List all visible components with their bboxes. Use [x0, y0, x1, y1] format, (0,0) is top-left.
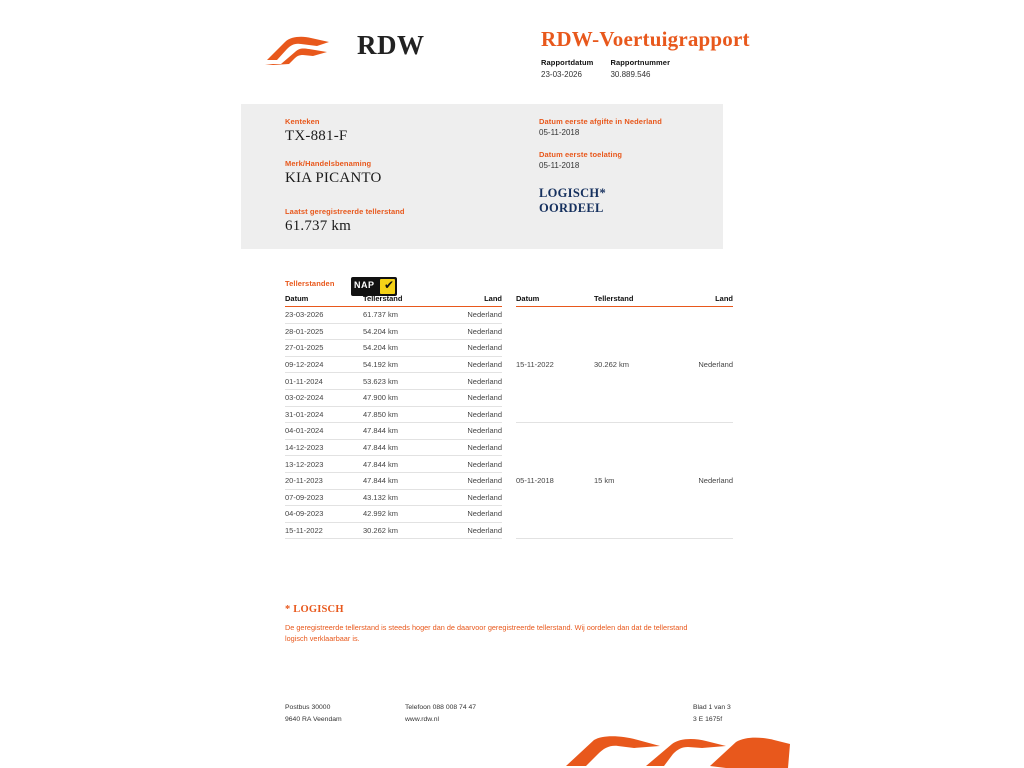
- footer-address-line-1: Postbus 30000: [285, 704, 331, 711]
- cell-land: Nederland: [441, 489, 502, 506]
- cell-land: Nederland: [441, 323, 502, 340]
- cell-datum: 04-09-2023: [285, 506, 363, 523]
- kenteken-value: TX-881-F: [285, 128, 348, 144]
- rdw-logo: [265, 24, 425, 70]
- odometer-label: Laatst geregistreerde tellerstand: [285, 207, 405, 216]
- odometer-table-right: [516, 294, 733, 539]
- verdict-block: [539, 186, 719, 216]
- cell-tellerstand: 47.844 km: [363, 439, 441, 456]
- cell-datum: 15-11-2022: [516, 307, 594, 423]
- footnote-body: De geregistreerde tellerstand is steeds hoger dan de daarvoor geregistreerde tellerstand. Wij oordelen dan dat de tellerstand logisch verklaarbaar is.: [285, 623, 688, 643]
- cell-land: Nederland: [441, 406, 502, 423]
- col-header-land: Land: [441, 294, 502, 307]
- table-row: [516, 307, 733, 423]
- rdw-footer-swoosh-icon: [560, 736, 790, 768]
- footnote-block: [285, 604, 715, 644]
- report-meta: [541, 58, 841, 79]
- document-header: [241, 16, 981, 86]
- footer-contact: [405, 702, 476, 726]
- table-row: [285, 356, 502, 373]
- col-header-datum: Datum: [516, 294, 594, 307]
- table-row: [285, 307, 502, 324]
- cell-datum: 07-09-2023: [285, 489, 363, 506]
- cell-land: Nederland: [441, 522, 502, 539]
- rdw-logo-text: RDW: [357, 30, 425, 60]
- cell-land: Nederland: [441, 389, 502, 406]
- cell-datum: 27-01-2025: [285, 340, 363, 357]
- odometer-section: [285, 279, 745, 539]
- first-issue-value: 05-11-2018: [539, 128, 580, 137]
- cell-land: Nederland: [441, 307, 502, 324]
- cell-datum: 14-12-2023: [285, 439, 363, 456]
- table-row: [285, 522, 502, 539]
- footer-address: [285, 702, 342, 726]
- footer-address-line-2: 9640 RA Veendam: [285, 716, 342, 723]
- col-header-tellerstand: Tellerstand: [594, 294, 672, 307]
- cell-datum: 04-01-2024: [285, 423, 363, 440]
- cell-land: Nederland: [441, 439, 502, 456]
- cell-tellerstand: 30.262 km: [594, 307, 672, 423]
- report-date-value: 23-03-2026: [541, 70, 582, 79]
- merk-value: KIA PICANTO: [285, 170, 382, 186]
- cell-land: Nederland: [441, 356, 502, 373]
- col-header-datum: Datum: [285, 294, 363, 307]
- vehicle-identity-block: [285, 117, 515, 249]
- cell-datum: 05-11-2018: [516, 423, 594, 539]
- table-row: [516, 423, 733, 539]
- cell-tellerstand: 43.132 km: [363, 489, 441, 506]
- footer-website[interactable]: www.rdw.nl: [405, 716, 439, 723]
- table-row: [285, 323, 502, 340]
- footer-doc-code: 3 E 1675f: [693, 716, 723, 723]
- cell-land: Nederland: [441, 506, 502, 523]
- cell-datum: 28-01-2025: [285, 323, 363, 340]
- cell-tellerstand: 30.262 km: [363, 522, 441, 539]
- odometer-table-left: [285, 294, 502, 539]
- odometer-section-title: Tellerstanden: [285, 279, 335, 288]
- check-icon: ✔: [383, 278, 394, 292]
- table-row: [285, 472, 502, 489]
- report-title: RDW-Voertuigrapport: [541, 27, 750, 51]
- merk-label: Merk/Handelsbenaming: [285, 159, 372, 168]
- cell-land: Nederland: [441, 373, 502, 390]
- cell-land: Nederland: [441, 456, 502, 473]
- table-row: [285, 439, 502, 456]
- cell-land: Nederland: [441, 423, 502, 440]
- cell-datum: 13-12-2023: [285, 456, 363, 473]
- cell-tellerstand: 47.900 km: [363, 389, 441, 406]
- footer-page-number: Blad 1 van 3: [693, 704, 731, 711]
- cell-tellerstand: 54.204 km: [363, 340, 441, 357]
- verdict-line-1: LOGISCH*: [539, 186, 606, 200]
- cell-tellerstand: 42.992 km: [363, 506, 441, 523]
- odometer-value: 61.737 km: [285, 218, 351, 234]
- table-row: [285, 389, 502, 406]
- footer-phone: Telefoon 088 008 74 47: [405, 704, 477, 711]
- table-row: [285, 373, 502, 390]
- cell-datum: 03-02-2024: [285, 389, 363, 406]
- cell-land: Nederland: [672, 423, 733, 539]
- cell-tellerstand: 15 km: [594, 423, 672, 539]
- table-row: [285, 340, 502, 357]
- first-issue-label: Datum eerste afgifte in Nederland: [539, 117, 662, 126]
- cell-tellerstand: 47.844 km: [363, 472, 441, 489]
- table-row: [285, 489, 502, 506]
- cell-land: Nederland: [672, 307, 733, 423]
- footnote-title: * LOGISCH: [285, 604, 344, 615]
- first-admission-label: Datum eerste toelating: [539, 150, 623, 159]
- cell-datum: 09-12-2024: [285, 356, 363, 373]
- verdict-line-2: OORDEEL: [539, 201, 604, 215]
- cell-tellerstand: 61.737 km: [363, 307, 441, 324]
- report-date-block: [541, 58, 606, 79]
- cell-datum: 31-01-2024: [285, 406, 363, 423]
- cell-datum: 01-11-2024: [285, 373, 363, 390]
- table-header-row: [285, 294, 502, 307]
- cell-datum: 23-03-2026: [285, 307, 363, 324]
- table-row: [285, 406, 502, 423]
- table-row: [285, 506, 502, 523]
- vehicle-dates-block: [539, 117, 719, 216]
- cell-land: Nederland: [441, 340, 502, 357]
- cell-land: Nederland: [441, 472, 502, 489]
- table-row: [285, 423, 502, 440]
- first-admission-value: 05-11-2018: [539, 161, 580, 170]
- cell-tellerstand: 54.204 km: [363, 323, 441, 340]
- cell-tellerstand: 54.192 km: [363, 356, 441, 373]
- table-header-row: [516, 294, 733, 307]
- cell-tellerstand: 53.623 km: [363, 373, 441, 390]
- report-date-label: Rapportdatum: [541, 58, 594, 67]
- cell-datum: 20-11-2023: [285, 472, 363, 489]
- table-row: [285, 456, 502, 473]
- footer-pagination: [693, 702, 731, 726]
- report-number-label: Rapportnummer: [610, 58, 671, 67]
- rdw-swoosh-icon: [265, 36, 331, 66]
- cell-datum: 15-11-2022: [285, 522, 363, 539]
- col-header-tellerstand: Tellerstand: [363, 294, 441, 307]
- report-number-value: 30.889.546: [610, 70, 651, 79]
- col-header-land: Land: [672, 294, 733, 307]
- kenteken-label: Kenteken: [285, 117, 320, 126]
- cell-tellerstand: 47.850 km: [363, 406, 441, 423]
- report-number-block: [610, 58, 670, 79]
- cell-tellerstand: 47.844 km: [363, 423, 441, 440]
- nap-badge-text: NAP: [354, 280, 375, 290]
- cell-tellerstand: 47.844 km: [363, 456, 441, 473]
